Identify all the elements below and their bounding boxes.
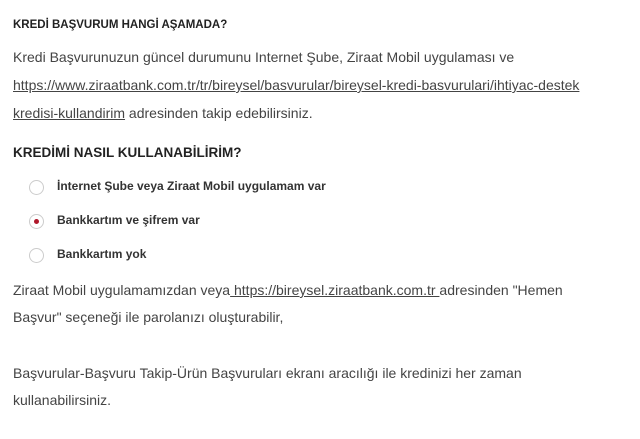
instruction-text-end: adresinden "Hemen <box>439 282 563 298</box>
instruction-text-start: Ziraat Mobil uygulamamızdan veya <box>13 282 231 298</box>
application-tracking-link[interactable]: https://www.ziraatbank.com.tr/tr/bireysel/basvurular/bireysel-kredi-basvurulari/ihtiyac-destek <box>13 77 580 93</box>
application-tracking-link-continued[interactable]: kredisi-kullandirim <box>13 105 126 121</box>
status-text-line: Kredi Başvurunuzun güncel durumunu Internet Şube, Ziraat Mobil uygulaması ve <box>13 49 515 65</box>
section-title-application-status: KREDİ BAŞVURUM HANGİ AŞAMADA? <box>13 19 228 31</box>
radio-bankkart-sifre[interactable] <box>29 214 44 229</box>
section-title-how-to-use: KREDİMİ NASIL KULLANABİLİRİM? <box>13 145 242 160</box>
status-text-line <box>13 105 313 121</box>
instruction-text <box>13 282 563 298</box>
bireysel-link[interactable]: https://bireysel.ziraatbank.com.tr <box>230 282 440 298</box>
radio-bankkart-yok[interactable] <box>29 248 44 263</box>
usage-text-line2: kullanabilirsiniz. <box>13 392 112 408</box>
radio-label[interactable]: İnternet Şube veya Ziraat Mobil uygulamam var <box>57 179 326 193</box>
radio-label[interactable]: Bankkartım yok <box>57 247 147 261</box>
instruction-text-line2: Başvur" seçeneği ile parolanızı oluşturabilir, <box>13 309 284 325</box>
radio-label[interactable]: Bankkartım ve şifrem var <box>57 213 200 227</box>
status-text-rest: adresinden takip edebilirsiniz. <box>125 105 313 121</box>
radio-internet-sube[interactable] <box>29 180 44 195</box>
usage-text-line1: Başvurular-Başvuru Takip-Ürün Başvuruları ekranı aracılığı ile kredinizi her zaman <box>13 365 522 381</box>
